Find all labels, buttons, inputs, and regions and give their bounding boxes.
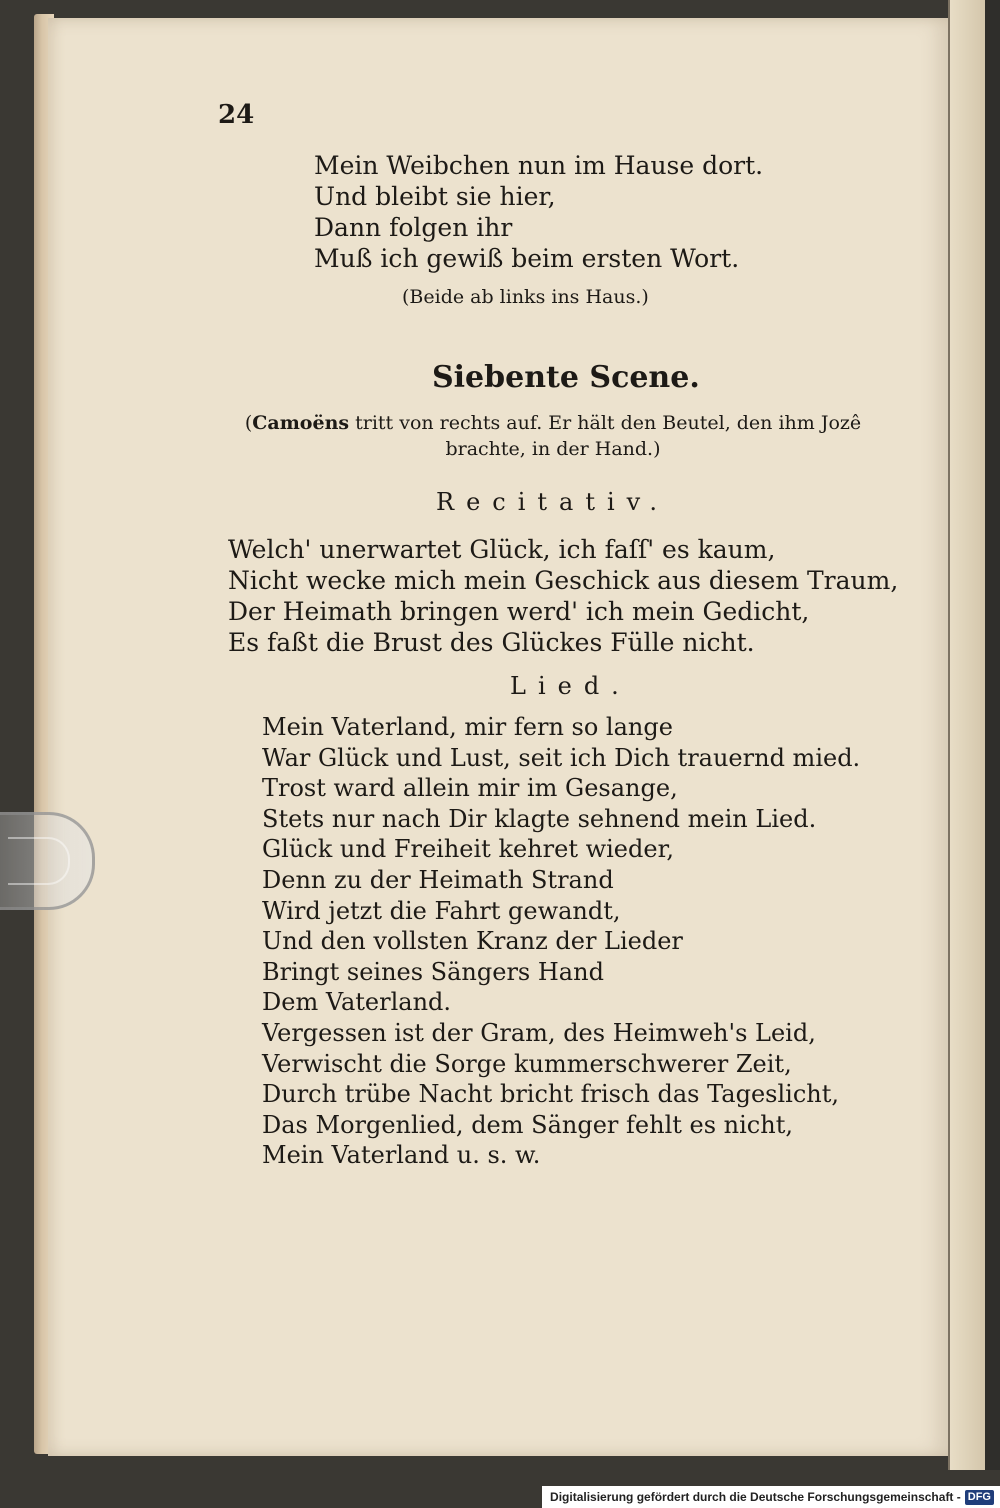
stage-direction: (Beide ab links ins Haus.) <box>402 286 649 308</box>
verse-line: Das Morgenlied, dem Sänger fehlt es nicht, <box>262 1110 793 1139</box>
verse-line: War Glück und Lust, seit ich Dich trauernd mied. <box>262 743 861 772</box>
verse-line: Bringt seines Sängers Hand <box>262 957 604 986</box>
verse-line: Nicht wecke mich mein Geschick aus diesem Traum, <box>228 566 899 595</box>
credit-text: Digitalisierung gefördert durch die Deutsche Forschungsgemeinschaft - <box>550 1490 961 1504</box>
scanner-border <box>985 0 1000 1470</box>
verse-line: Dann folgen ihr <box>314 213 513 242</box>
verse-line: Durch trübe Nacht bricht frisch das Tageslicht, <box>262 1080 839 1109</box>
verse-line: Wird jetzt die Fahrt gewandt, <box>262 896 621 925</box>
verse-line: Glück und Freiheit kehret wieder, <box>262 835 675 864</box>
verse-line: Dem Vaterland. <box>262 988 452 1017</box>
stage-direction-text: tritt von rechts auf. Er hält den Beutel, den ihm Jozê brachte, in der Hand.) <box>349 412 862 460</box>
verse-line: Mein Weibchen nun im Hause dort. <box>314 151 764 180</box>
verse-line: Es faßt die Brust des Glückes Fülle nicht. <box>228 628 755 657</box>
verse-line: Der Heimath bringen werd' ich mein Gedicht, <box>228 597 810 626</box>
verse-line: Welch' unerwartet Glück, ich faſſ' es kaum, <box>228 535 776 564</box>
dfg-logo: DFG <box>965 1490 994 1505</box>
recitativ-verse <box>228 534 898 658</box>
verse-line: Denn zu der Heimath Strand <box>262 865 614 894</box>
verse-line: Und den vollsten Kranz der Lieder <box>262 927 683 956</box>
verse-line: Vergessen ist der Gram, des Heimweh's Leid, <box>262 1018 816 1047</box>
verse-line: Mein Vaterland, mir fern so lange <box>262 713 673 741</box>
stage-direction-scene <box>228 410 878 462</box>
digitization-credit <box>542 1486 1000 1508</box>
page-number: 24 <box>218 100 255 130</box>
lied-heading: Lied. <box>510 672 631 700</box>
character-name: Camoëns <box>252 412 350 434</box>
verse-line: Muß ich gewiß beim ersten Wort. <box>314 244 740 273</box>
recitativ-heading: Recitativ. <box>436 488 670 516</box>
verse-line: Und bleibt sie hier, <box>314 182 556 211</box>
verse-line: Stets nur nach Dir klagte sehnend mein Lied. <box>262 804 817 833</box>
verse-line: Verwischt die Sorge kummerschwerer Zeit, <box>262 1049 792 1078</box>
verse-top <box>314 150 763 274</box>
verse-line: Trost ward allein mir im Gesange, <box>262 774 678 803</box>
page-clip <box>0 812 95 910</box>
scene-title: Siebente Scene. <box>432 360 700 395</box>
lied-verse <box>262 712 860 1171</box>
stage-open-paren: ( <box>244 412 253 434</box>
verse-line: Mein Vaterland u. s. w. <box>262 1141 541 1170</box>
